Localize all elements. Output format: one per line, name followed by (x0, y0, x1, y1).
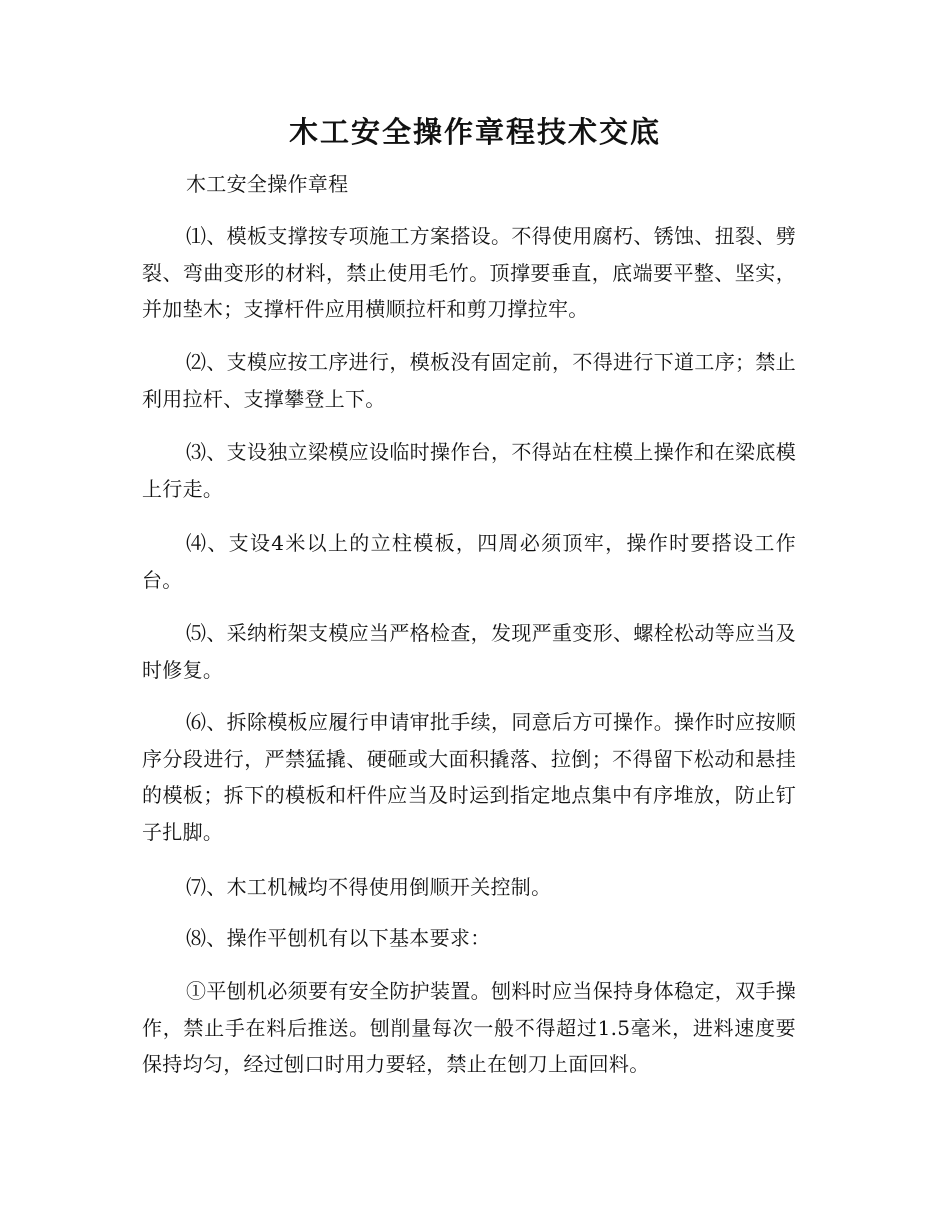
paragraph-1: ⑴、模板支撑按专项施工方案搭设。不得使用腐朽、锈蚀、扭裂、劈裂、弯曲变形的材料，禁止使用毛竹。顶撑要垂直，底端要平整、坚实，并加垫木；支撑杆件应用横顺拉杆和剪刀撑拉牢。 (142, 224, 796, 321)
paragraph-2: ⑵、支模应按工序进行，模板没有固定前，不得进行下道工序；禁止利用拉杆、支撑攀登上下。 (142, 350, 796, 411)
paragraph-6: ⑹、拆除模板应履行申请审批手续，同意后方可操作。操作时应按顺序分段进行，严禁猛撬、硬砸或大面积撬落、拉倒；不得留下松动和悬挂的模板；拆下的模板和杆件应当及时运到指定地点集中有序堆放，防止钉子扎脚。 (142, 710, 796, 844)
section-heading: 木工安全操作章程 (186, 172, 349, 196)
paragraph-8: ⑻、操作平刨机有以下基本要求： (186, 926, 491, 950)
paragraph-5: ⑸、采纳桁架支模应当严格检查，发现严重变形、螺栓松动等应当及时修复。 (142, 621, 796, 682)
document-title: 木工安全操作章程技术交底 (288, 115, 661, 149)
paragraph-7: ⑺、木工机械均不得使用倒顺开关控制。 (186, 875, 552, 899)
paragraph-4: ⑷、支设4米以上的立柱模板，四周必须顶牢，操作时要搭设工作台。 (142, 531, 796, 592)
paragraph-9: ①平刨机必须要有安全防护装置。刨料时应当保持身体稳定，双手操作，禁止手在料后推送。刨削量每次一般不得超过1.5毫米，进料速度要保持均匀，经过刨口时用力要轻，禁止在刨刀上面回料。 (142, 979, 796, 1076)
paragraph-3: ⑶、支设独立梁模应设临时操作台，不得站在柱模上操作和在梁底模上行走。 (142, 440, 796, 501)
